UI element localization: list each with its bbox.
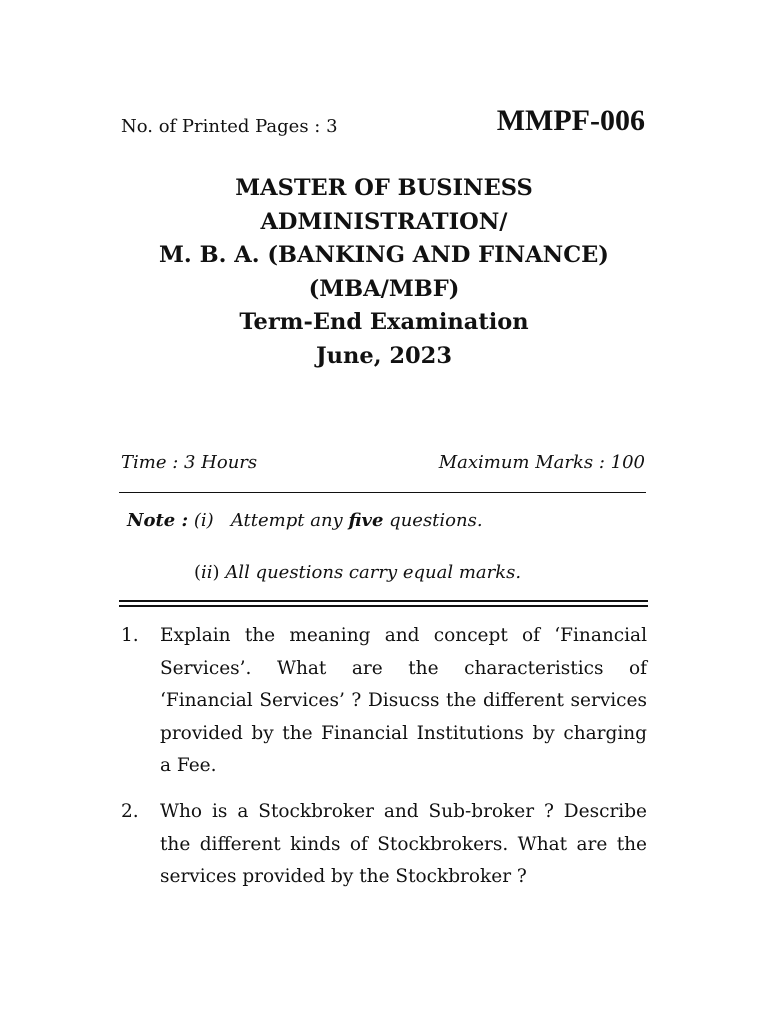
note-item-2-number: ii	[201, 562, 213, 583]
note-item-1	[127, 510, 483, 531]
note-item-1-text-pre: Attempt any	[230, 510, 343, 531]
header-row	[121, 104, 645, 148]
title-line-6: June, 2023	[316, 342, 452, 369]
printed-pages: No. of Printed Pages : 3	[121, 116, 338, 137]
title-line-3: M. B. A. (BANKING AND FINANCE)	[159, 242, 609, 268]
exam-title	[100, 172, 668, 373]
title-line-4: (MBA/MBF)	[308, 275, 460, 302]
note-item-1-number: (i)	[193, 510, 214, 531]
question-2	[121, 796, 647, 894]
question-text: Who is a Stockbroker and Sub-broker ? Describe the different kinds of Stockbrokers. What are the services provided by the Stockbroker ?	[160, 801, 647, 887]
title-line-5: Term-End Examination	[239, 309, 529, 335]
paper-code: MMPF-006	[496, 104, 645, 137]
note-item-2	[194, 562, 521, 583]
maximum-marks: Maximum Marks : 100	[438, 452, 645, 473]
title-line-1: MASTER OF BUSINESS	[235, 175, 533, 201]
divider-double	[119, 600, 648, 607]
divider-single	[119, 492, 646, 493]
question-1	[121, 620, 647, 783]
title-line-2: ADMINISTRATION/	[260, 208, 508, 235]
question-number: 1.	[121, 625, 139, 646]
note-item-2-paren-close: )	[212, 562, 220, 583]
question-number: 2.	[121, 801, 139, 822]
question-text: Explain the meaning and concept of ‘Financial Services’. What are the characteristics of ‘Financial Services’ ? Disucss the different services provided by the Financial Institutions by charging a Fee.	[160, 625, 647, 776]
note-item-1-text-post: questions.	[389, 510, 483, 531]
time-allowed: Time : 3 Hours	[121, 452, 258, 473]
note-item-2-text: All questions carry equal marks.	[225, 562, 522, 583]
note-item-1-emphasis: five	[348, 510, 384, 531]
note-item-2-paren-open: (	[194, 562, 202, 583]
note-label: Note :	[127, 510, 189, 531]
